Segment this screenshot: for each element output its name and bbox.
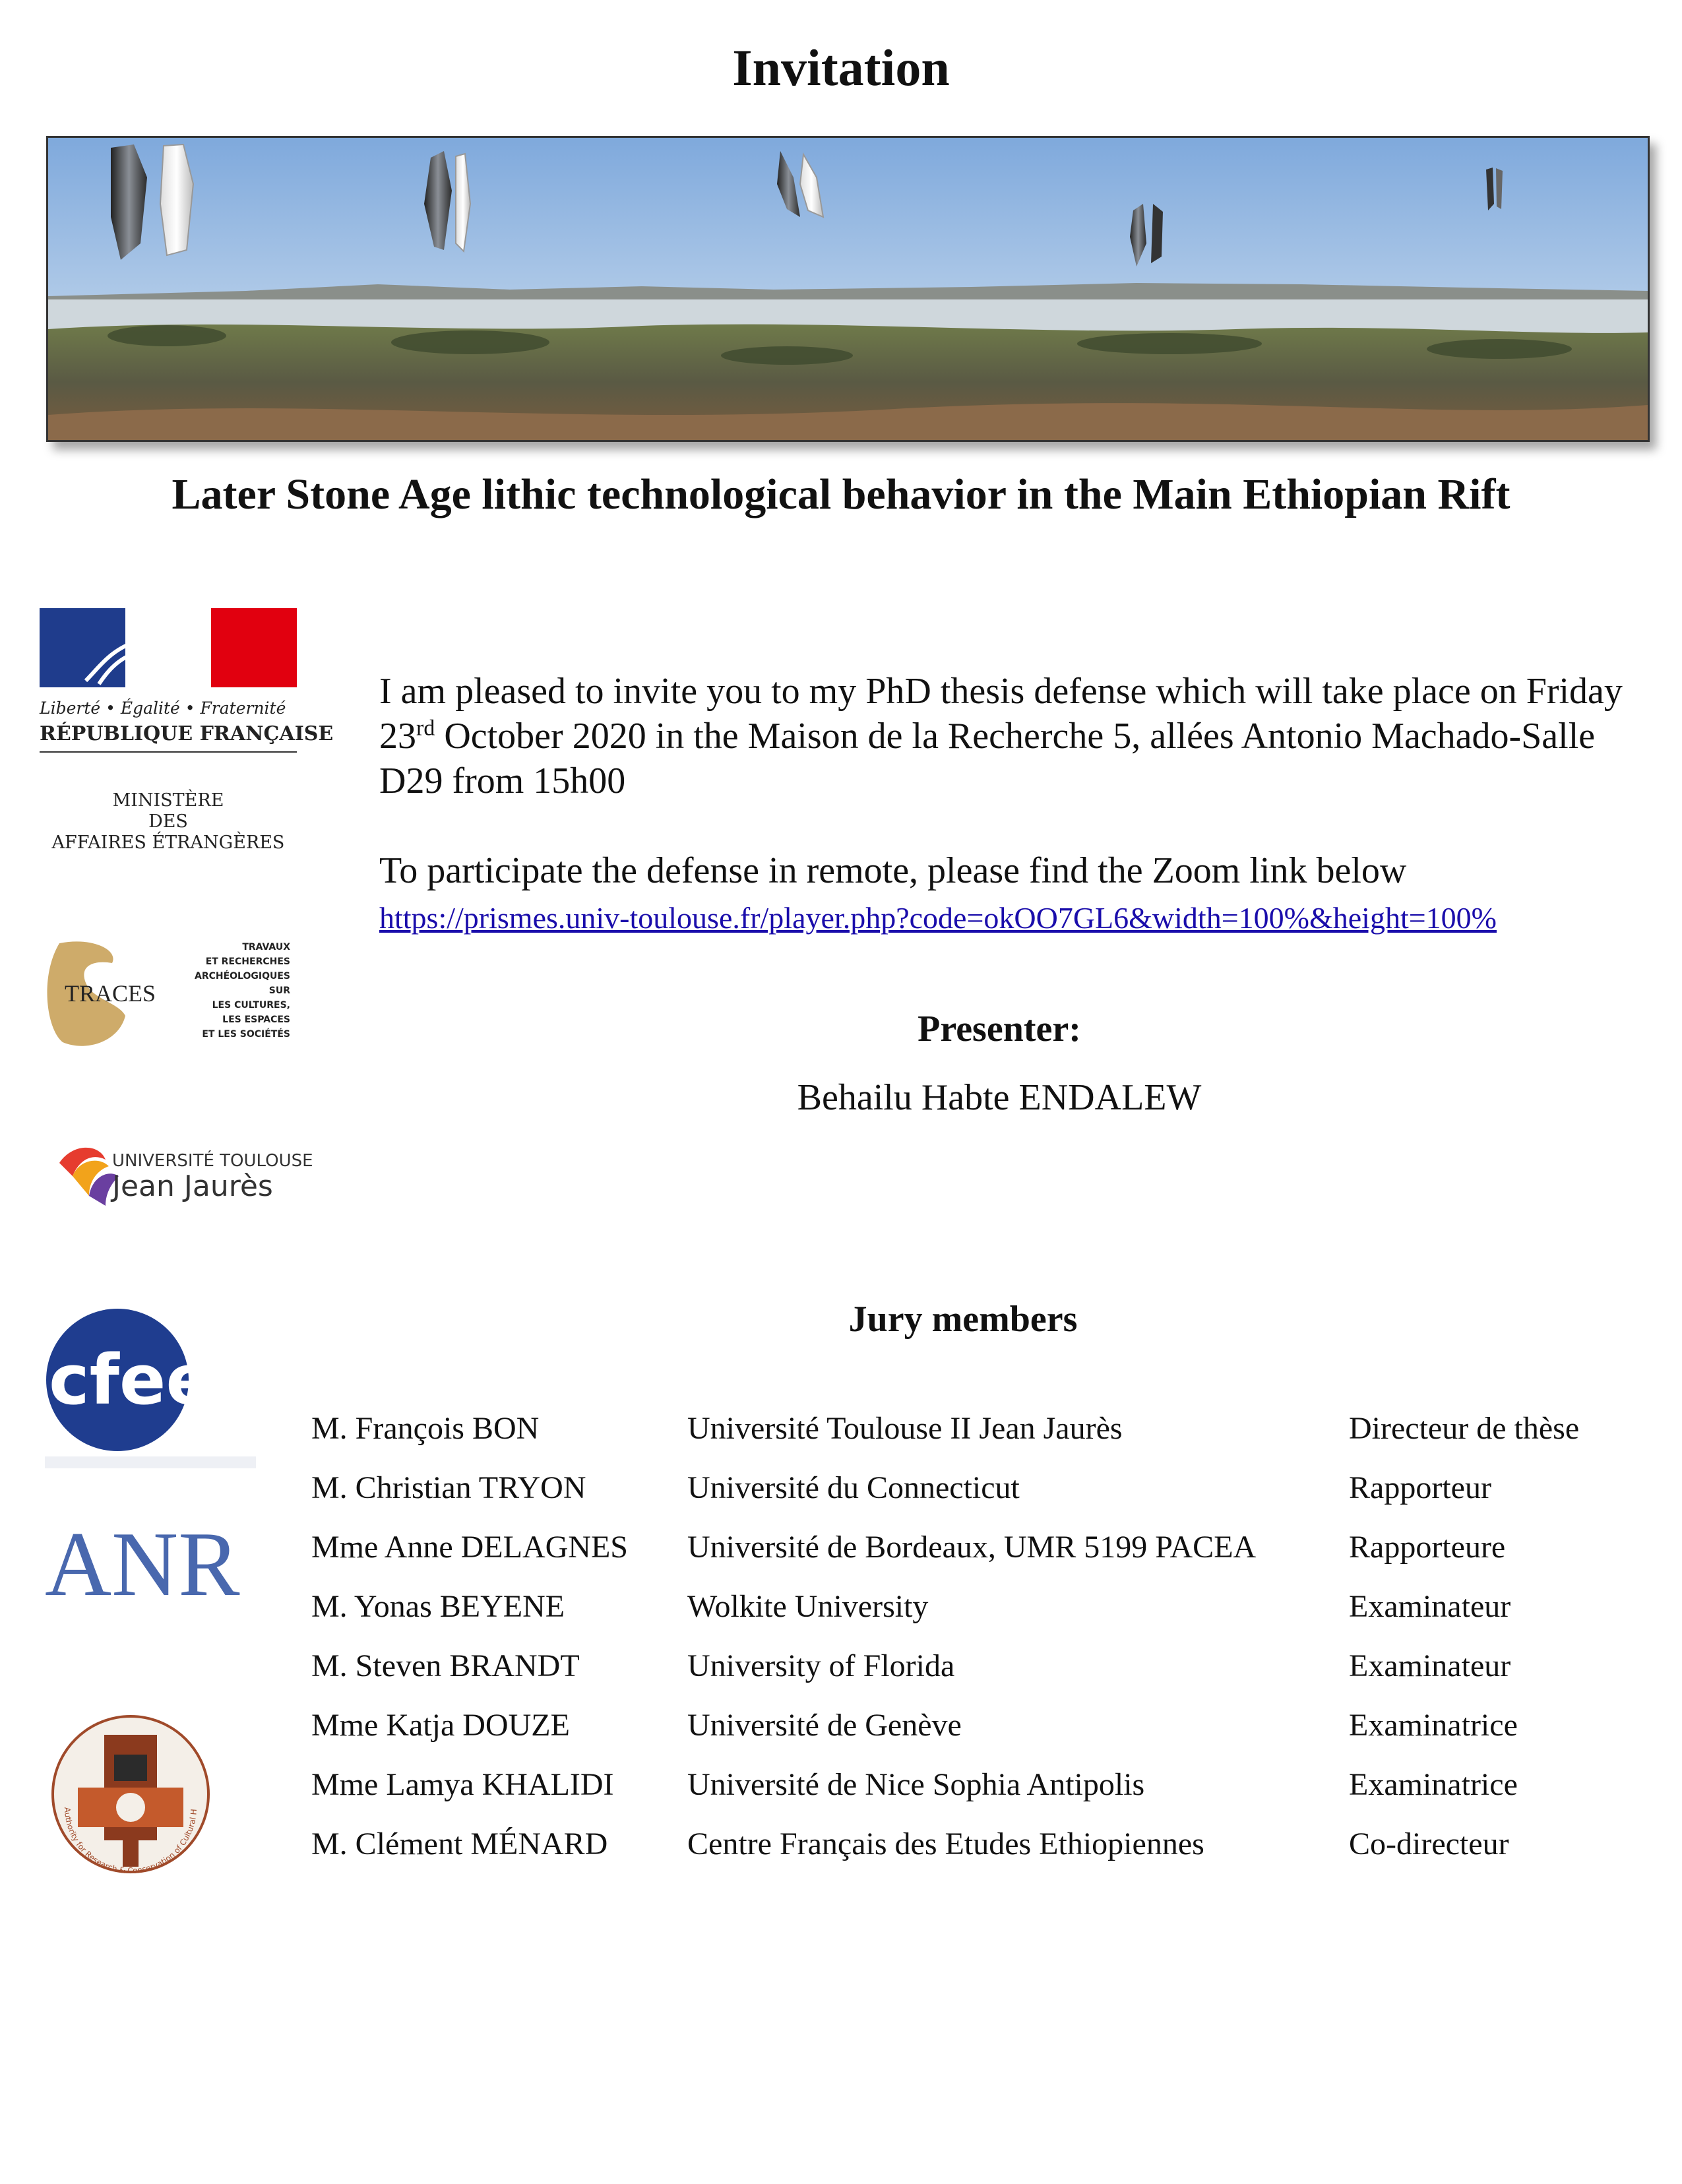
jury-role: Examinatrice [1349, 1767, 1518, 1802]
jury-role: Directeur de thèse [1349, 1411, 1580, 1446]
jury-name: Mme Katja DOUZE [311, 1708, 570, 1743]
traces-line: ET LES SOCIÉTÉS [202, 1029, 290, 1040]
jury-title: Jury members [848, 1299, 1078, 1340]
jury-name: M. Yonas BEYENE [311, 1589, 565, 1624]
traces-line: LES ESPACES [222, 1014, 290, 1025]
jury-name: Mme Lamya KHALIDI [311, 1767, 614, 1802]
traces-line: TRAVAUX [242, 942, 290, 952]
jury-institution: Université de Nice Sophia Antipolis [687, 1767, 1145, 1802]
invitation-paragraph: I am pleased to invite you to my PhD thesis defense which will take place on Friday 23rd October 2020 in the Maison de la Recherche 5, allées Antonio Machado-Salle D29 from 15h00 [379, 671, 1623, 801]
jury-institution: Université de Genève [687, 1708, 962, 1743]
jury-role: Examinateur [1349, 1648, 1511, 1683]
republique-francaise-logo [40, 608, 334, 859]
jury-name: M. François BON [311, 1411, 540, 1446]
jury-institution: Université du Connecticut [687, 1470, 1020, 1505]
jury-institution: Centre Français des Etudes Ethiopiennes [687, 1826, 1204, 1861]
jury-institution: Université Toulouse II Jean Jaurès [687, 1411, 1123, 1446]
jury-name: M. Christian TRYON [311, 1470, 586, 1505]
jury-name: Mme Anne DELAGNES [311, 1530, 628, 1565]
jury-institution: University of Florida [687, 1648, 955, 1683]
thesis-title: Later Stone Age lithic technological behavior in the Main Ethiopian Rift [171, 470, 1511, 518]
traces-line: ET RECHERCHES [205, 956, 290, 967]
jury-row [311, 1410, 1644, 1470]
jury-row [311, 1707, 1644, 1766]
jury-name: M. Clément MÉNARD [311, 1826, 608, 1861]
traces-line: LES CULTURES, [212, 1000, 290, 1011]
traces-line: ARCHÉOLOGIQUES [194, 971, 290, 982]
jury-row [311, 1588, 1644, 1648]
jury-role: Rapporteure [1349, 1530, 1506, 1565]
universite-toulouse-jean-jaures-logo [53, 1140, 317, 1212]
cfee-logo [45, 1306, 256, 1471]
ut2j-line2: Jean Jaurès [112, 1170, 273, 1203]
rf-ministry-line2: DES [148, 811, 188, 832]
jury-role: Co-directeur [1349, 1826, 1509, 1861]
rf-ministry-line1: MINISTÈRE [112, 790, 224, 811]
jury-role: Rapporteur [1349, 1470, 1491, 1505]
jury-role: Examinatrice [1349, 1708, 1518, 1743]
jury-row [311, 1470, 1644, 1529]
document-title: Invitation [732, 39, 950, 96]
jury-row [311, 1529, 1644, 1588]
invitation-text [379, 669, 1633, 941]
arcch-caption: Authority for Research & Conservation of Cultural H [62, 1807, 199, 1875]
presenter-name: Behailu Habte ENDALEW [797, 1077, 1202, 1118]
remote-paragraph: To participate the defense in remote, please find the Zoom link below [379, 850, 1407, 891]
jury-row [311, 1648, 1644, 1707]
traces-logo [40, 937, 297, 1055]
jury-row [311, 1766, 1644, 1826]
cfee-text: cfee [49, 1340, 212, 1420]
jury-table [311, 1410, 1644, 1885]
traces-name: TRACES [65, 980, 156, 1007]
jury-name: M. Steven BRANDT [311, 1648, 580, 1683]
anr-logo [45, 1513, 256, 1615]
landscape-banner-image [46, 136, 1650, 442]
traces-line: SUR [268, 985, 290, 996]
arcch-emblem-logo [38, 1708, 230, 1883]
jury-row [311, 1826, 1644, 1885]
jury-institution: Wolkite University [687, 1589, 929, 1624]
zoom-link[interactable]: https://prismes.univ-toulouse.fr/player.php?code=okOO7GL6&width=100%&height=100% [379, 901, 1497, 935]
presenter-label: Presenter: [918, 1009, 1081, 1049]
anr-text: ANR [45, 1513, 240, 1615]
ut2j-line1: UNIVERSITÉ TOULOUSE [112, 1151, 313, 1171]
rf-motto: Liberté • Égalité • Fraternité [40, 699, 286, 718]
jury-role: Examinateur [1349, 1589, 1511, 1624]
rf-ministry-line3: AFFAIRES ÉTRANGÈRES [51, 832, 285, 853]
rf-republic: RÉPUBLIQUE FRANÇAISE [40, 722, 334, 745]
jury-institution: Université de Bordeaux, UMR 5199 PACEA [687, 1530, 1257, 1565]
